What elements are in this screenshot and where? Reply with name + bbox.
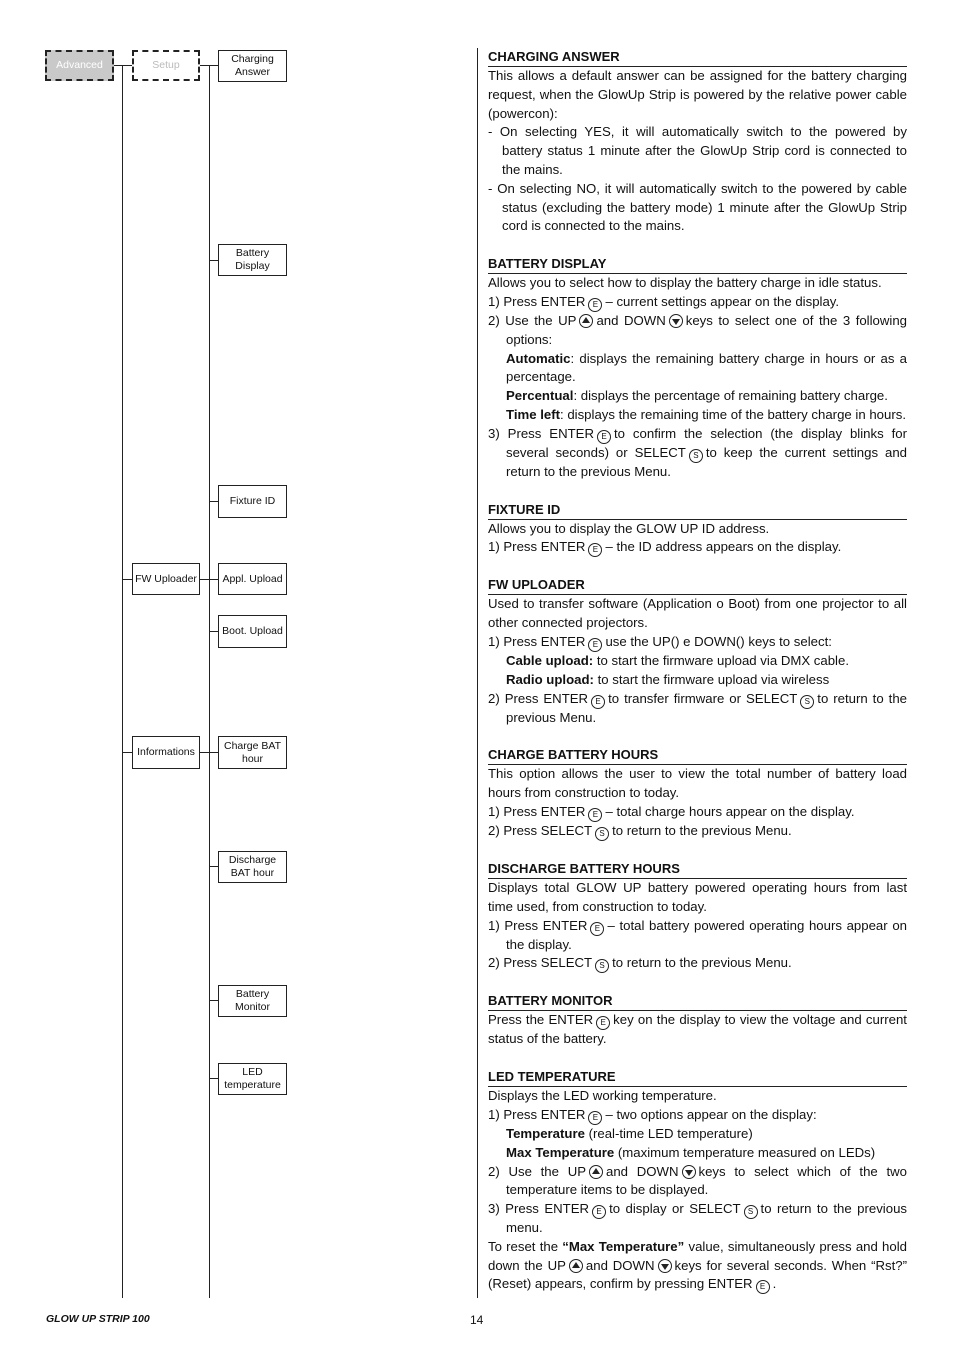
- section-title: BATTERY DISPLAY: [488, 255, 907, 274]
- enter-key-icon: E: [588, 638, 602, 652]
- menu-node-discharge-bat-hour: Discharge BAT hour: [218, 851, 287, 883]
- select-key-icon: S: [744, 1205, 758, 1219]
- section-title: CHARGE BATTERY HOURS: [488, 746, 907, 765]
- menu-node-led-temperature: LED temperature: [218, 1063, 287, 1095]
- section-led-temperature: LED TEMPERATURE Displays the LED working temperature. 1) Press ENTER E – two options appear on the display: Temperature (real-time LED temperature) Max Temperature (maximum temperature measured on LEDs) 2) Use the UP and DOWN keys to select which of the two temperature items to be displayed. 3) Press ENTER E to display or SELECT S to return to the previous menu. To reset the “Max Temperature” value, simultaneously press and hold down the UP and DOWN keys for several seconds. When “Rst?” (Reset) appears, confirm by pressing ENTER E .: [488, 1068, 907, 1294]
- enter-key-icon: E: [590, 922, 604, 936]
- select-key-icon: S: [595, 959, 609, 973]
- enter-key-icon: E: [597, 430, 611, 444]
- section-title: FIXTURE ID: [488, 501, 907, 520]
- section-charge-battery-hours: CHARGE BATTERY HOURS This option allows the user to view the total number of battery load hours from construction to today. 1) Press ENTER E – total charge hours appear on the display. 2) Press SELECT S to return to the previous Menu.: [488, 746, 907, 841]
- section-title: DISCHARGE BATTERY HOURS: [488, 860, 907, 879]
- down-key-icon: [669, 314, 683, 328]
- section-fw-uploader: FW UPLOADER Used to transfer software (Application o Boot) from one projector to all other connected projectors. 1) Press ENTER E use the UP() e DOWN() keys to select: Cable upload: to start the firmware upload via DMX cable. Radio upload: to start the firmware upload via wireless 2) Press ENTER E to transfer firmware or SELECT S to return to the previous Menu.: [488, 577, 907, 725]
- section-battery-monitor: BATTERY MONITOR Press the ENTER E key on the display to view the voltage and current status of the battery.: [488, 993, 907, 1047]
- footer-model: GLOW UP STRIP 100: [46, 1313, 150, 1325]
- menu-node-charging-answer: Charging Answer: [218, 50, 287, 82]
- section-battery-display: BATTERY DISPLAY Allows you to select how to display the battery charge in idle status. 1) Press ENTER E – current settings appear on the display. 2) Use the UP and DOWN keys to select one of the 3 following options: Automatic: displays the remaining battery charge in hours or as a percentage. Percentual: displays the percentage of remaining battery charge. Time left: displays the remaining time of the battery charge in hours. 3) Press ENTER E to confirm the selection (the display blinks for several seconds) or SELECT S to keep the current settings and return to the previous Menu.: [488, 256, 908, 479]
- select-key-icon: S: [595, 827, 609, 841]
- select-key-icon: S: [800, 695, 814, 709]
- section-discharge-battery-hours: DISCHARGE BATTERY HOURS Displays total GLOW UP battery powered operating hours from last time used, from construction to today. 1) Press ENTER E – total battery powered operating hours appear on the display. 2) Press SELECT S to return to the previous Menu.: [488, 860, 907, 973]
- menu-node-battery-monitor: Battery Monitor: [218, 985, 287, 1017]
- down-key-icon: [658, 1259, 672, 1273]
- enter-key-icon: E: [592, 1205, 606, 1219]
- enter-key-icon: E: [756, 1280, 770, 1294]
- connector: [122, 65, 123, 1298]
- enter-key-icon: E: [588, 298, 602, 312]
- menu-node-fw-uploader: FW Uploader: [132, 563, 200, 595]
- connector: [199, 579, 219, 580]
- menu-node-setup: Setup: [132, 50, 200, 81]
- connector: [199, 752, 219, 753]
- up-key-icon: [579, 314, 593, 328]
- enter-key-icon: E: [596, 1016, 610, 1030]
- page-number: 14: [470, 1313, 484, 1327]
- section-charging-answer: CHARGING ANSWER This allows a default answer can be assigned for the battery charging request, when the GlowUp Strip is powered by the relative power cable (powercon): - On selecting YES, it will automatically switch to the powered by battery status 1 minute after the GlowUp Strip cord is connected to the mains. - On selecting NO, it will automatically switch to the powered by cable status (excluding the battery mode) 1 minute after the GlowUp Strip cord is connected to the mains.: [488, 49, 907, 234]
- enter-key-icon: E: [588, 808, 602, 822]
- connector: [113, 65, 133, 66]
- menu-node-charge-bat-hour: Charge BAT hour: [218, 736, 287, 769]
- enter-key-icon: E: [591, 695, 605, 709]
- menu-node-battery-display: Battery Display: [218, 244, 287, 276]
- section-title: CHARGING ANSWER: [488, 48, 907, 67]
- enter-key-icon: E: [588, 543, 602, 557]
- select-key-icon: S: [689, 449, 703, 463]
- menu-node-informations: Informations: [132, 736, 200, 769]
- down-key-icon: [682, 1165, 696, 1179]
- section-title: LED TEMPERATURE: [488, 1068, 907, 1087]
- up-key-icon: [589, 1165, 603, 1179]
- menu-node-boot-upload: Boot. Upload: [218, 615, 287, 648]
- up-key-icon: [569, 1259, 583, 1273]
- connector: [209, 65, 210, 1298]
- menu-node-appl-upload: Appl. Upload: [218, 563, 287, 595]
- column-divider: [477, 48, 478, 1298]
- descriptions: [488, 48, 907, 1313]
- section-fixture-id: FIXTURE ID Allows you to display the GLOW UP ID address. 1) Press ENTER E – the ID address appears on the display.: [488, 501, 907, 558]
- section-title: FW UPLOADER: [488, 576, 907, 595]
- section-title: BATTERY MONITOR: [488, 992, 907, 1011]
- menu-node-advanced: Advanced: [45, 50, 114, 81]
- menu-node-fixture-id: Fixture ID: [218, 485, 287, 518]
- enter-key-icon: E: [588, 1111, 602, 1125]
